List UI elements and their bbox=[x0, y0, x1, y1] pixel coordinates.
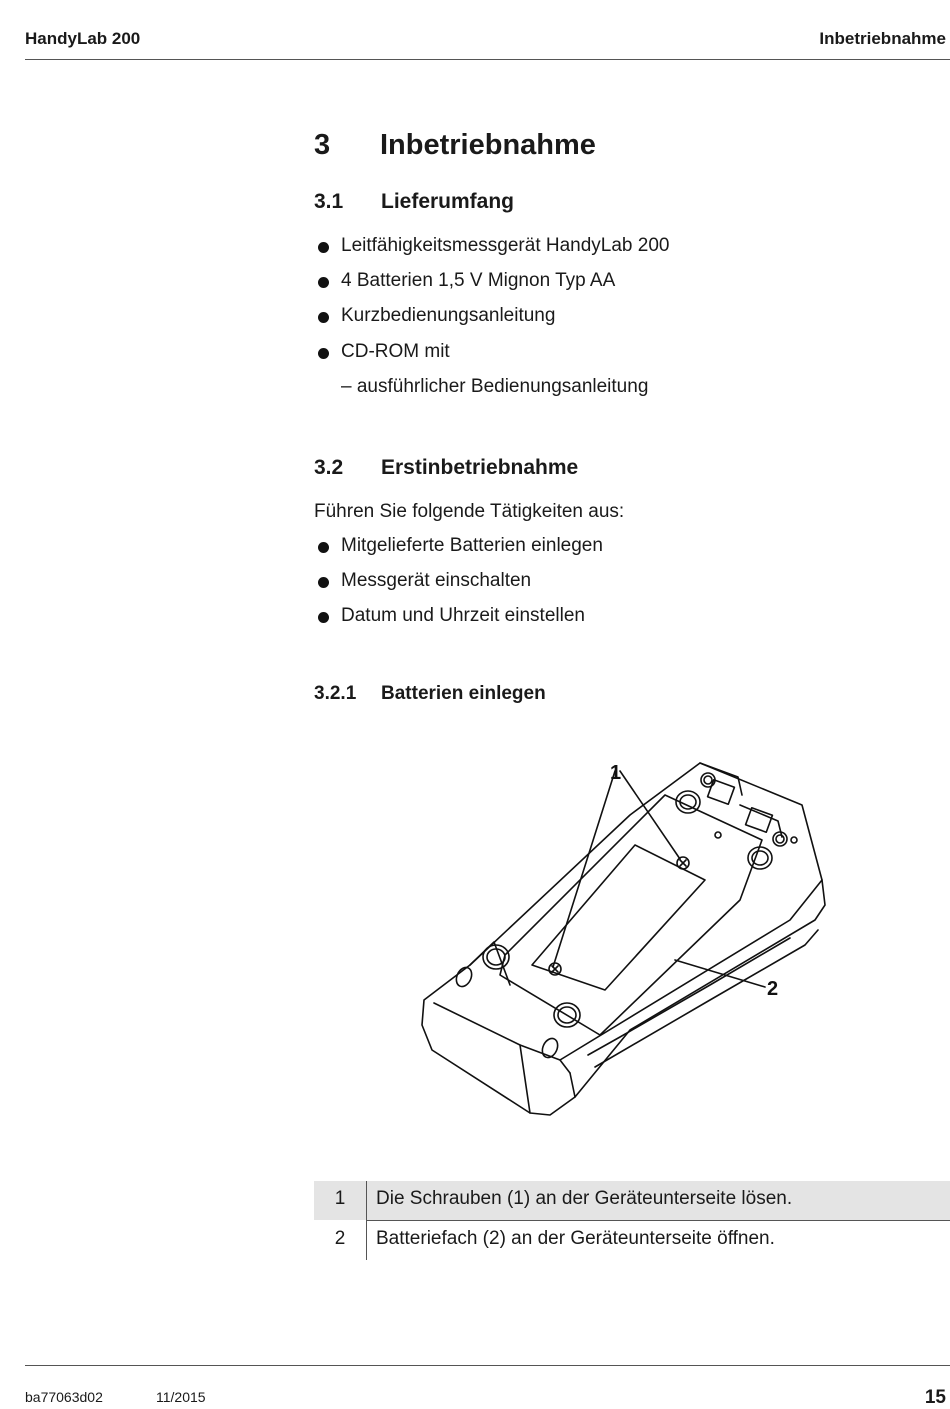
bullet-icon bbox=[318, 348, 329, 359]
header-rule bbox=[25, 59, 950, 60]
chapter-title bbox=[314, 129, 596, 162]
list-item-text: Messgerät einschalten bbox=[341, 570, 532, 591]
list-item-text: 4 Batterien 1,5 V Mignon Typ AA bbox=[341, 270, 616, 291]
footer-document-code: ba77063d02 bbox=[25, 1389, 103, 1405]
footer-rule bbox=[25, 1365, 950, 1366]
section-3-2-title: Erstinbetriebnahme bbox=[381, 456, 579, 479]
page-number: 15 bbox=[924, 1387, 946, 1408]
section-3-1-heading bbox=[314, 190, 514, 214]
section-3-2-1-heading bbox=[314, 683, 546, 705]
step-text: Die Schrauben (1) an der Geräteunterseite lösen. bbox=[376, 1188, 793, 1209]
section-3-2-1-title: Batterien einlegen bbox=[381, 683, 546, 704]
header-product: HandyLab 200 bbox=[25, 29, 141, 48]
jack-icon bbox=[773, 832, 787, 846]
callout-line bbox=[675, 960, 765, 987]
column-divider bbox=[366, 1181, 367, 1220]
bullet-icon bbox=[318, 577, 329, 588]
callout-line bbox=[553, 771, 615, 967]
header-section: Inbetriebnahme bbox=[819, 29, 946, 48]
list-item-text: CD-ROM mit bbox=[341, 341, 450, 362]
column-divider bbox=[366, 1221, 367, 1260]
bullet-icon bbox=[318, 312, 329, 323]
section-3-1-number: 3.1 bbox=[314, 190, 344, 213]
step-number: 1 bbox=[334, 1188, 346, 1209]
section-3-2-heading bbox=[314, 456, 578, 480]
sub-list-item: – ausführlicher Bedienungsanleitung bbox=[341, 376, 649, 397]
section-3-2-number: 3.2 bbox=[314, 456, 344, 479]
footer-date: 11/2015 bbox=[156, 1389, 206, 1405]
bullet-icon bbox=[318, 612, 329, 623]
bullet-icon bbox=[318, 242, 329, 253]
table-row bbox=[314, 1221, 950, 1260]
connector-socket-a bbox=[708, 780, 735, 804]
figure-callout-2: 2 bbox=[767, 978, 779, 1000]
chapter-number: 3 bbox=[314, 129, 331, 161]
bullet-icon bbox=[318, 277, 329, 288]
section-3-1-title: Lieferumfang bbox=[381, 190, 515, 213]
table-row bbox=[314, 1181, 950, 1220]
connector-socket-b bbox=[746, 808, 773, 832]
intro-paragraph: Führen Sie folgende Tätigkeiten aus: bbox=[314, 501, 625, 522]
battery-cover bbox=[500, 795, 762, 1035]
step-number: 2 bbox=[334, 1228, 346, 1249]
list-item-text: Leitfähigkeitsmessgerät HandyLab 200 bbox=[341, 235, 670, 256]
list-item-text: Datum und Uhrzeit einstellen bbox=[341, 605, 585, 626]
section-3-2-1-number: 3.2.1 bbox=[314, 683, 357, 704]
chapter-title-text: Inbetriebnahme bbox=[380, 129, 596, 161]
figure-callout-1: 1 bbox=[610, 762, 622, 784]
step-text: Batteriefach (2) an der Geräteunterseite öffnen. bbox=[376, 1228, 775, 1249]
list-item-text: Kurzbedienungsanleitung bbox=[341, 305, 556, 326]
bullet-icon bbox=[318, 542, 329, 553]
instruction-table bbox=[314, 1181, 950, 1260]
list-item-text: Mitgelieferte Batterien einlegen bbox=[341, 535, 603, 556]
device-underside-figure bbox=[410, 755, 840, 1125]
